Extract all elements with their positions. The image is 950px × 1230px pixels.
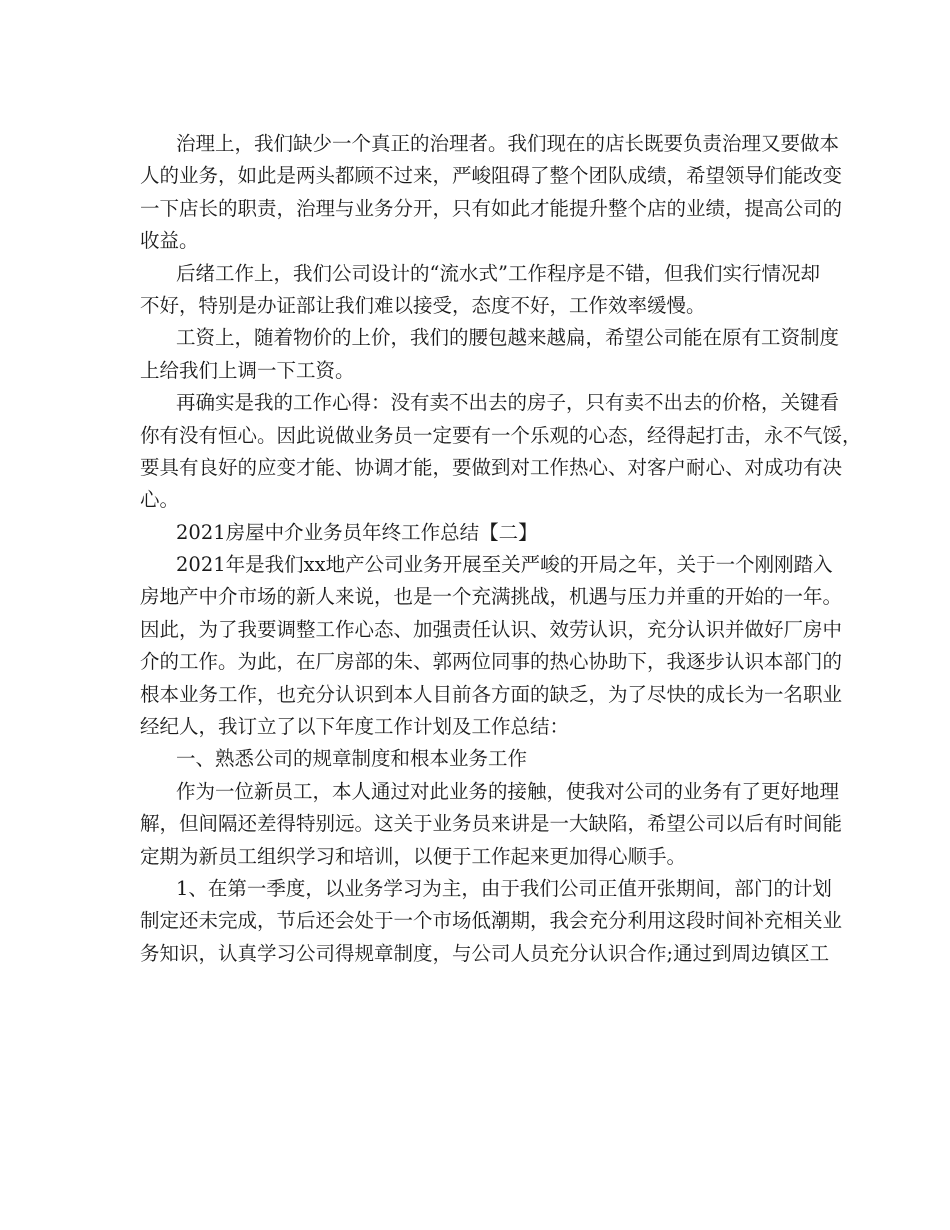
- text-line: 人的业务，如此是两头都顾不过来，严峻阻碍了整个团队成绩，希望领导们能改变: [140, 164, 843, 188]
- text-line: 再确实是我的工作心得：没有卖不出去的房子，只有卖不出去的价格，关键看: [176, 391, 840, 415]
- text-line: 介的工作。为此，在厂房部的朱、郭两位同事的热心协助下，我逐步认识本部门的: [140, 650, 843, 674]
- text-line: 因此，为了我要调整工作心态、加强责任认识、效劳认识，充分认识并做好厂房中: [140, 617, 843, 641]
- document-body: [140, 128, 862, 970]
- text-line: 2021房屋中介业务员年终工作总结【二】: [176, 520, 538, 544]
- text-line: 一下店长的职责，治理与业务分开，只有如此才能提升整个店的业绩，提高公司的: [140, 196, 843, 220]
- text-line: 后绪工作上，我们公司设计的“流水式”工作程序是不错，但我们实行情况却: [176, 261, 820, 285]
- text-line: 要具有良好的应变才能、协调才能，要做到对工作热心、对客户耐心、对成功有决: [140, 455, 843, 479]
- text-line: 不好，特别是办证部让我们难以接受，态度不好，工作效率缓慢。: [140, 293, 706, 317]
- text-line: 解，但间隔还差得特别远。这关于业务员来讲是一大缺陷，希望公司以后有时间能: [140, 812, 843, 836]
- text-line: 工资上，随着物价的上价，我们的腰包越来越扁，希望公司能在原有工资制度: [176, 326, 840, 350]
- text-line: 一、熟悉公司的规章制度和根本业务工作: [176, 747, 528, 771]
- text-line: 作为一位新员工，本人通过对此业务的接触，使我对公司的业务有了更好地理: [176, 779, 840, 803]
- text-line: 务知识，认真学习公司得规章制度，与公司人员充分认识合作;通过到周边镇区工: [140, 941, 830, 965]
- text-line: 2021年是我们xx地产公司业务开展至关严峻的开局之年，关于一个刚刚踏入: [176, 553, 833, 577]
- text-line: 治理上，我们缺少一个真正的治理者。我们现在的店长既要负责治理又要做本: [176, 132, 840, 155]
- text-line: 你有没有恒心。因此说做业务员一定要有一个乐观的心态，经得起打击，永不气馁，: [140, 423, 862, 447]
- text-line: 经纪人，我订立了以下年度工作计划及工作总结：: [140, 715, 570, 739]
- text-line: 1、在第一季度，以业务学习为主，由于我们公司正值开张期间，部门的计划: [176, 876, 832, 900]
- text-line: 心。: [140, 488, 180, 512]
- text-line: 上给我们上调一下工资。: [140, 358, 355, 382]
- text-line: 定期为新员工组织学习和培训，以便于工作起来更加得心顺手。: [140, 844, 687, 868]
- text-line: 根本业务工作，也充分认识到本人目前各方面的缺乏，为了尽快的成长为一名职业: [140, 682, 843, 706]
- text-line: 房地产中介市场的新人来说，也是一个充满挑战，机遇与压力并重的开始的一年。: [140, 585, 843, 609]
- text-line: 收益。: [140, 229, 199, 253]
- text-line: 制定还未完成，节后还会处于一个市场低潮期，我会充分利用这段时间补充相关业: [140, 909, 843, 933]
